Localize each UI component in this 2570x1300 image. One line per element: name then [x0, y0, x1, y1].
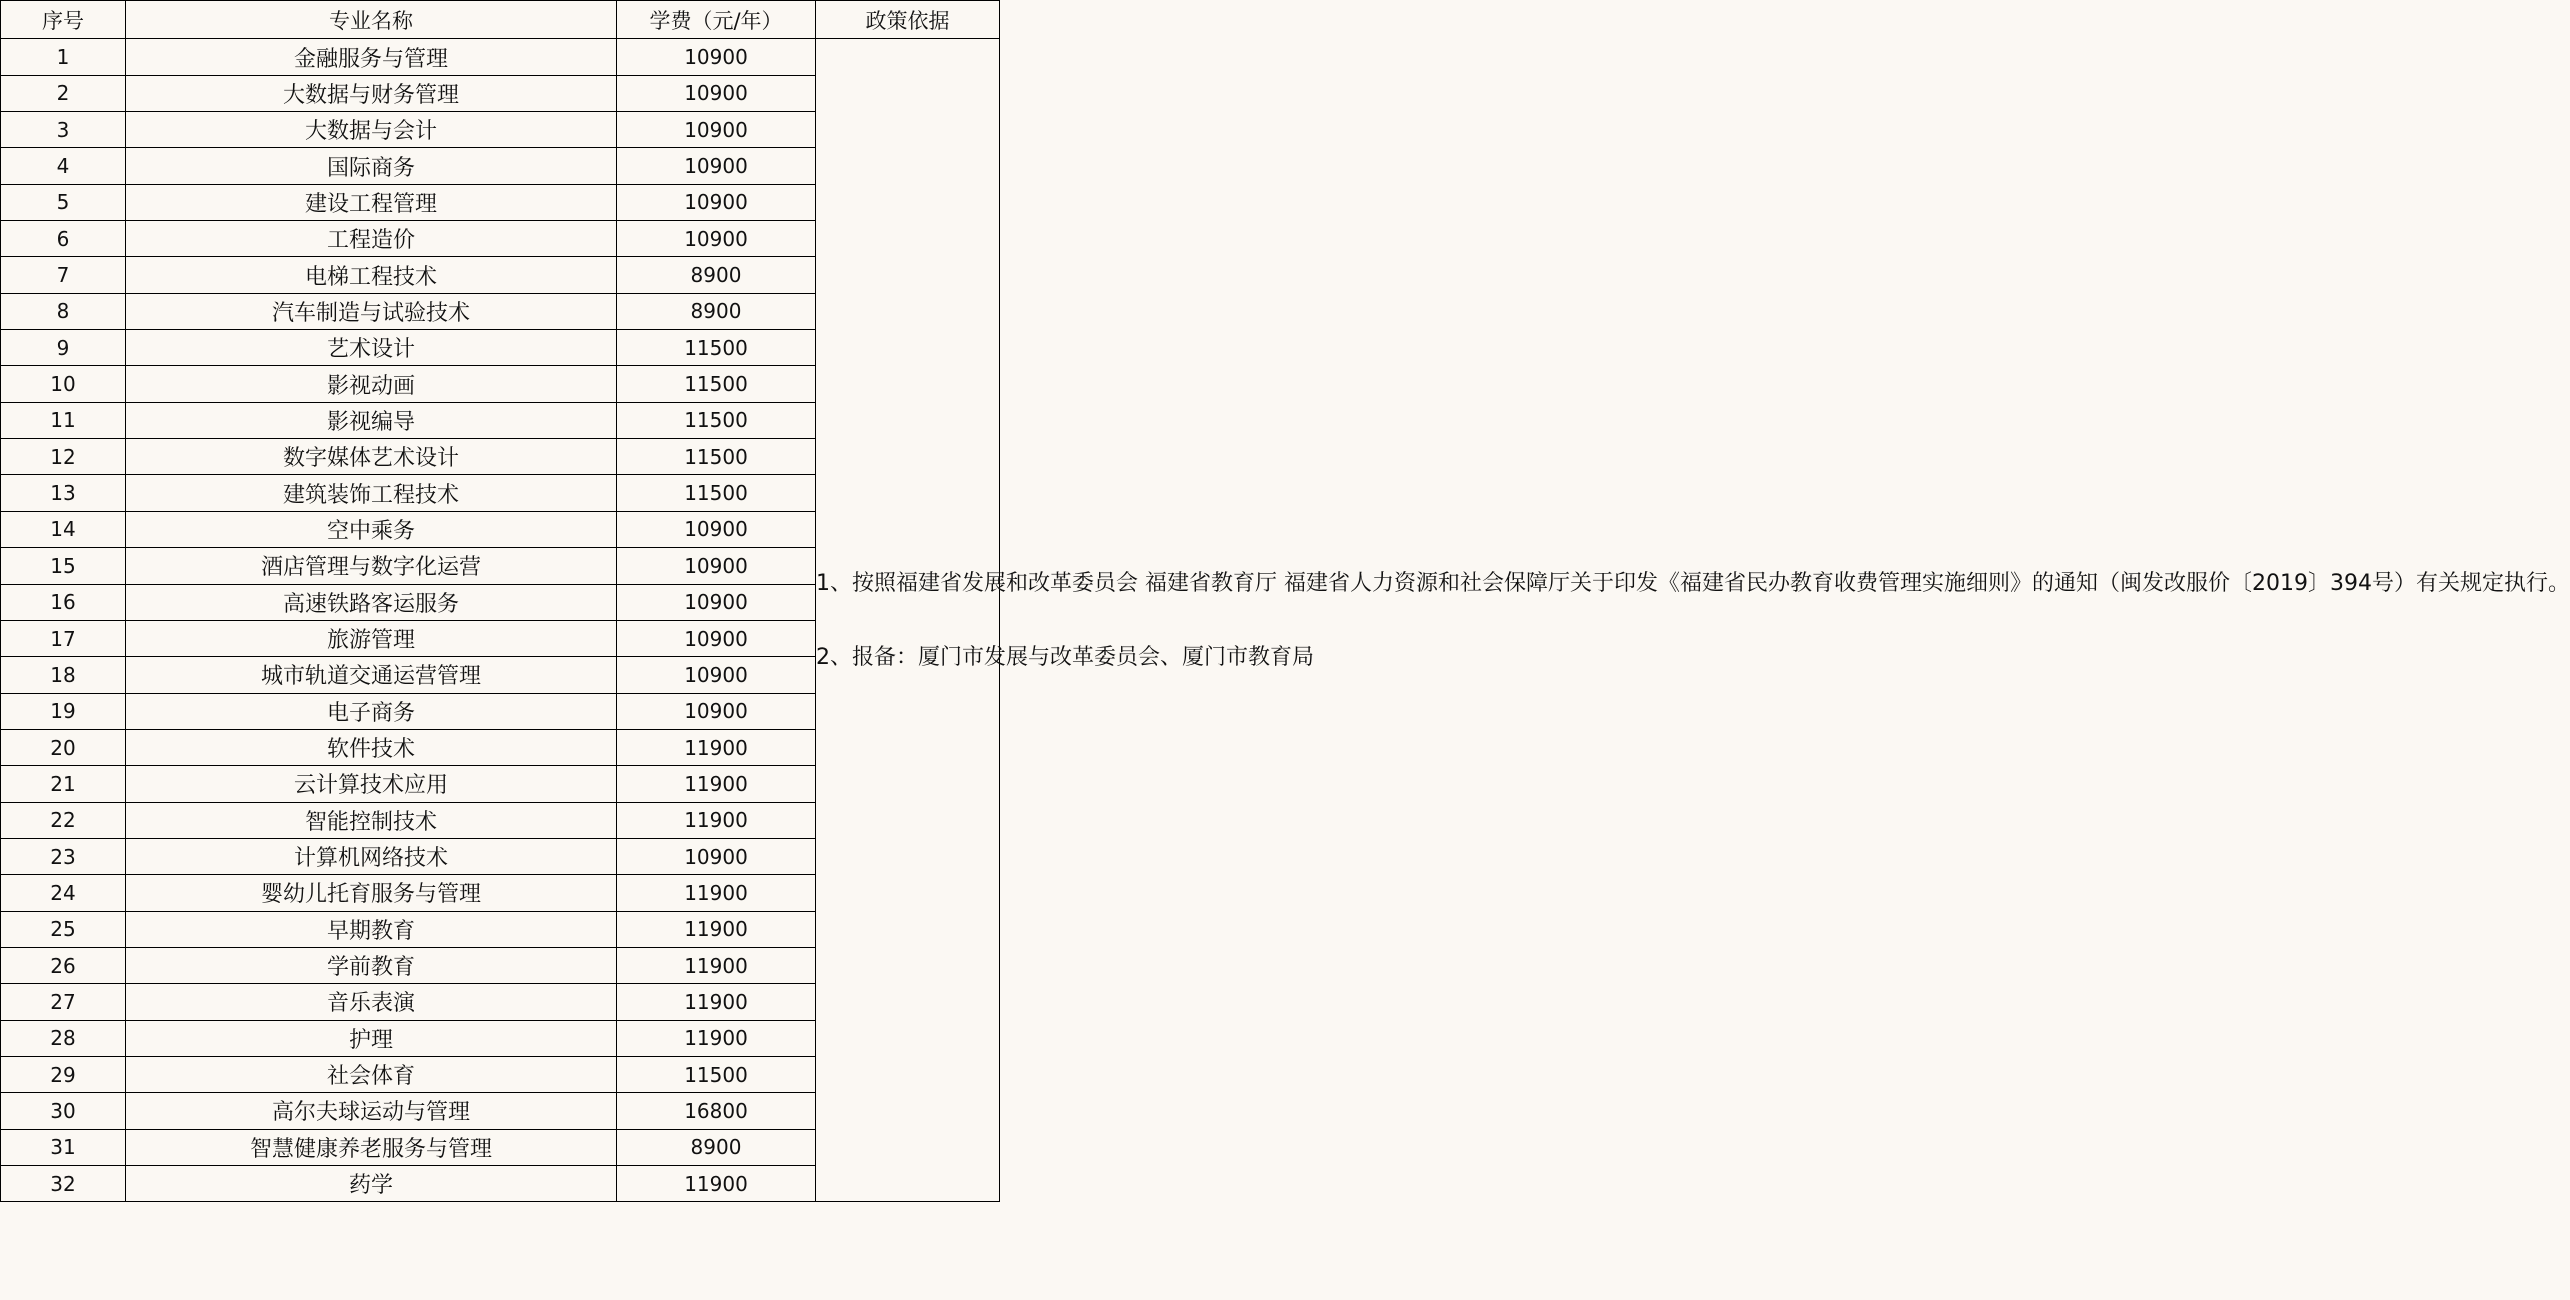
row-tuition-fee: 11500: [617, 330, 816, 366]
row-tuition-fee: 10900: [617, 620, 816, 656]
row-tuition-fee: 11500: [617, 439, 816, 475]
row-tuition-fee: 11900: [617, 802, 816, 838]
row-serial-number: 11: [1, 402, 126, 438]
row-serial-number: 9: [1, 330, 126, 366]
row-tuition-fee: 10900: [617, 39, 816, 75]
row-tuition-fee: 10900: [617, 221, 816, 257]
row-serial-number: 21: [1, 766, 126, 802]
row-serial-number: 6: [1, 221, 126, 257]
policy-paragraph-2: 2、报备：厦门市发展与改革委员会、厦门市教育局: [816, 644, 1314, 670]
header-row: [1, 1, 1000, 39]
row-serial-number: 31: [1, 1129, 126, 1165]
table-body: [1, 39, 2570, 1202]
policy-paragraph-1: 1、按照福建省发展和改革委员会 福建省教育厅 福建省人力资源和社会保障厅关于印发《福建省民办教育收费管理实施细则》的通知（闽发改服价〔2019〕394号）有关规定执行。: [816, 570, 2570, 596]
row-major-name: 音乐表演: [126, 984, 617, 1020]
header-serial-number: 序号: [1, 1, 126, 39]
row-major-name: 软件技术: [126, 729, 617, 765]
row-major-name: 大数据与财务管理: [126, 75, 617, 111]
row-tuition-fee: 10900: [617, 584, 816, 620]
row-major-name: 城市轨道交通运营管理: [126, 657, 617, 693]
row-serial-number: 4: [1, 148, 126, 184]
row-major-name: 汽车制造与试验技术: [126, 293, 617, 329]
row-tuition-fee: 11900: [617, 766, 816, 802]
row-serial-number: 19: [1, 693, 126, 729]
row-serial-number: 2: [1, 75, 126, 111]
header-tuition-fee: 学费（元/年）: [617, 1, 816, 39]
row-major-name: 计算机网络技术: [126, 838, 617, 874]
row-major-name: 工程造价: [126, 221, 617, 257]
row-major-name: 高尔夫球运动与管理: [126, 1093, 617, 1129]
row-major-name: 艺术设计: [126, 330, 617, 366]
row-tuition-fee: 11900: [617, 1020, 816, 1056]
row-tuition-fee: 16800: [617, 1093, 816, 1129]
row-major-name: 智能控制技术: [126, 802, 617, 838]
policy-paragraph-spacer: [816, 602, 999, 639]
row-major-name: 大数据与会计: [126, 112, 617, 148]
row-tuition-fee: 10900: [617, 511, 816, 547]
table-header: [1, 1, 1000, 39]
row-serial-number: 20: [1, 729, 126, 765]
row-serial-number: 28: [1, 1020, 126, 1056]
row-tuition-fee: 11900: [617, 1166, 816, 1202]
row-serial-number: 1: [1, 39, 126, 75]
table-row: [1, 39, 1000, 75]
row-serial-number: 10: [1, 366, 126, 402]
row-tuition-fee: 11900: [617, 984, 816, 1020]
row-serial-number: 15: [1, 548, 126, 584]
row-serial-number: 13: [1, 475, 126, 511]
row-major-name: 社会体育: [126, 1056, 617, 1092]
row-tuition-fee: 10900: [617, 693, 816, 729]
row-major-name: 数字媒体艺术设计: [126, 439, 617, 475]
row-serial-number: 3: [1, 112, 126, 148]
row-tuition-fee: 11900: [617, 947, 816, 983]
row-serial-number: 23: [1, 838, 126, 874]
row-tuition-fee: 11500: [617, 1056, 816, 1092]
row-tuition-fee: 10900: [617, 548, 816, 584]
row-tuition-fee: 10900: [617, 184, 816, 220]
row-major-name: 电子商务: [126, 693, 617, 729]
row-major-name: 建设工程管理: [126, 184, 617, 220]
row-tuition-fee: 11500: [617, 366, 816, 402]
row-serial-number: 30: [1, 1093, 126, 1129]
row-major-name: 旅游管理: [126, 620, 617, 656]
row-serial-number: 17: [1, 620, 126, 656]
row-serial-number: 5: [1, 184, 126, 220]
row-major-name: 影视编导: [126, 402, 617, 438]
row-tuition-fee: 10900: [617, 657, 816, 693]
row-serial-number: 26: [1, 947, 126, 983]
row-major-name: 早期教育: [126, 911, 617, 947]
row-tuition-fee: 8900: [617, 257, 816, 293]
row-major-name: 药学: [126, 1166, 617, 1202]
row-serial-number: 27: [1, 984, 126, 1020]
row-serial-number: 29: [1, 1056, 126, 1092]
row-tuition-fee: 10900: [617, 148, 816, 184]
row-serial-number: 16: [1, 584, 126, 620]
row-serial-number: 24: [1, 875, 126, 911]
row-tuition-fee: 11500: [617, 475, 816, 511]
row-serial-number: 25: [1, 911, 126, 947]
row-tuition-fee: 10900: [617, 838, 816, 874]
row-tuition-fee: 8900: [617, 293, 816, 329]
policy-basis-cell: [816, 39, 2570, 1202]
row-major-name: 护理: [126, 1020, 617, 1056]
row-major-name: 国际商务: [126, 148, 617, 184]
row-serial-number: 7: [1, 257, 126, 293]
row-major-name: 影视动画: [126, 366, 617, 402]
row-major-name: 空中乘务: [126, 511, 617, 547]
row-tuition-fee: 10900: [617, 112, 816, 148]
row-serial-number: 32: [1, 1166, 126, 1202]
page-bottom-margin: [0, 1262, 1000, 1300]
row-major-name: 金融服务与管理: [126, 39, 617, 75]
row-major-name: 酒店管理与数字化运营: [126, 548, 617, 584]
row-major-name: 婴幼儿托育服务与管理: [126, 875, 617, 911]
header-major-name: 专业名称: [126, 1, 617, 39]
row-tuition-fee: 11900: [617, 875, 816, 911]
row-tuition-fee: 11900: [617, 729, 816, 765]
row-serial-number: 12: [1, 439, 126, 475]
header-policy-basis: 政策依据: [816, 1, 1000, 39]
row-major-name: 云计算技术应用: [126, 766, 617, 802]
row-serial-number: 8: [1, 293, 126, 329]
row-serial-number: 14: [1, 511, 126, 547]
row-major-name: 高速铁路客运服务: [126, 584, 617, 620]
row-serial-number: 18: [1, 657, 126, 693]
row-major-name: 建筑装饰工程技术: [126, 475, 617, 511]
row-major-name: 电梯工程技术: [126, 257, 617, 293]
row-tuition-fee: 10900: [617, 75, 816, 111]
row-major-name: 智慧健康养老服务与管理: [126, 1129, 617, 1165]
row-major-name: 学前教育: [126, 947, 617, 983]
row-serial-number: 22: [1, 802, 126, 838]
row-tuition-fee: 11900: [617, 911, 816, 947]
row-tuition-fee: 8900: [617, 1129, 816, 1165]
row-tuition-fee: 11500: [617, 402, 816, 438]
